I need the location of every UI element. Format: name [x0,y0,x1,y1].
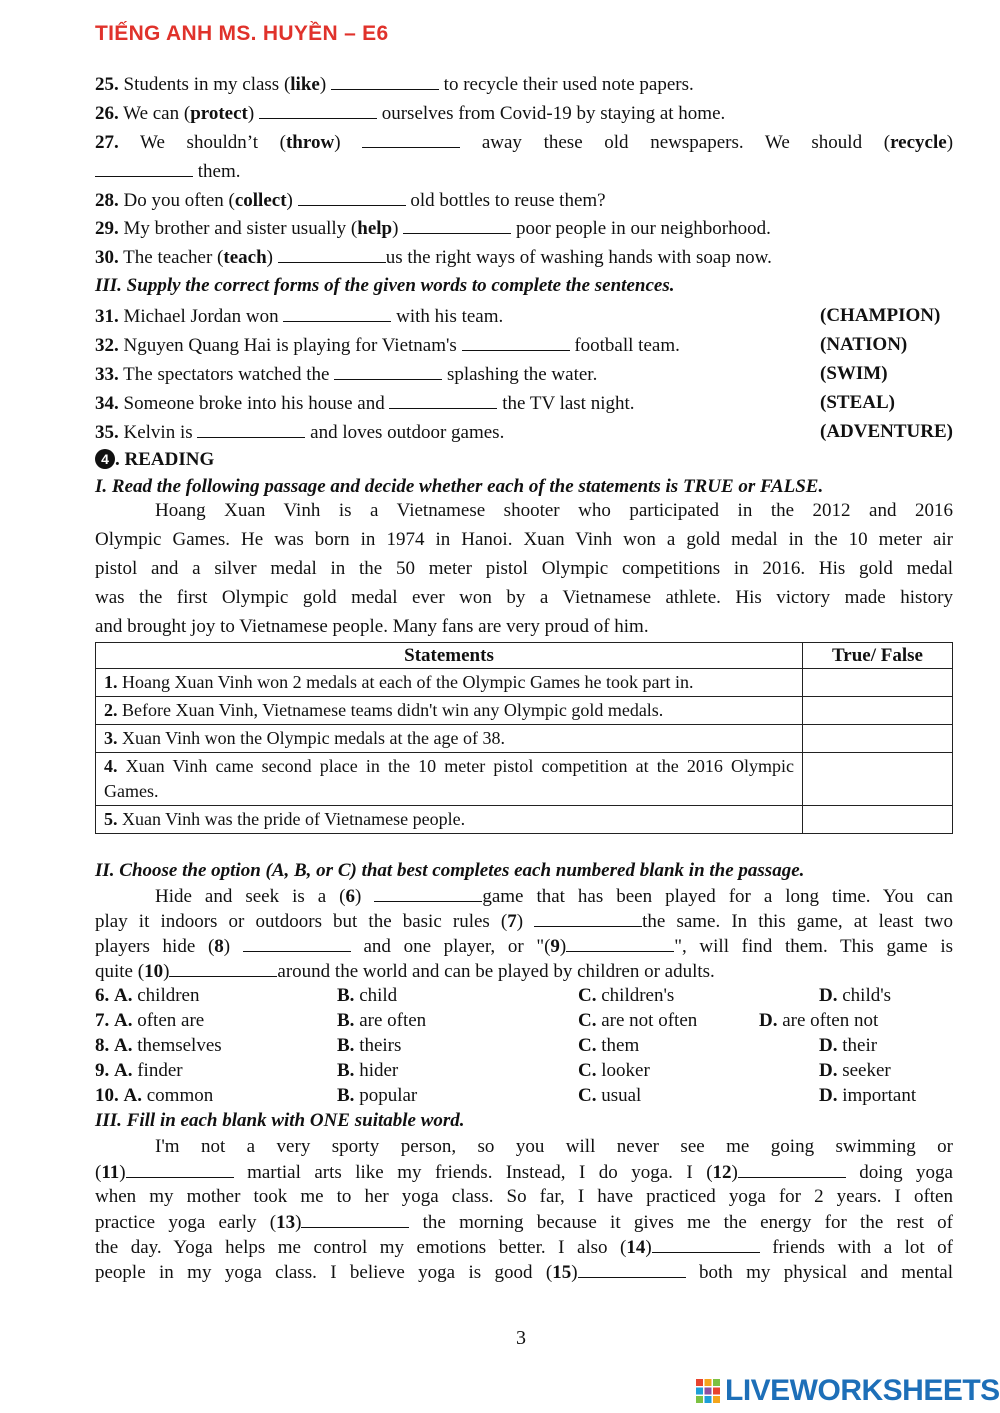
hint-34: (STEAL) [820,392,895,413]
option-b[interactable]: B. theirs [337,1035,402,1056]
answer-cell[interactable] [803,697,953,725]
question-30: 30. The teacher (teach) us the right ways of washing hands with soap now. [95,244,953,271]
option-c[interactable]: C. looker [578,1060,650,1081]
question-33: 33. The spectators watched the splashing the water. [95,361,953,388]
option-a[interactable]: 10. A. common [95,1085,214,1106]
answer-cell[interactable] [803,753,953,806]
answer-blank[interactable] [334,361,442,380]
worksheet-header: TIẾNG ANH MS. HUYỀN – E6 [95,22,389,45]
reading-heading: 4 . READING [95,447,953,473]
hint-35: (ADVENTURE) [820,421,953,442]
statements-header: Statements [96,643,803,669]
answer-blank[interactable] [259,100,377,119]
table-row: 2. Before Xuan Vinh, Vietnamese teams didn't win any Olympic gold medals. [96,697,953,725]
answer-blank[interactable] [374,883,482,902]
passage-line-1: Hoang Xuan Vinh is a Vietnamese shooter who participated in the 2012 and 2016 [155,500,953,521]
question-27: 27. We shouldn’t (throw) away these old newspapers. We should (recycle) [95,129,953,156]
option-d[interactable]: D. their [819,1035,878,1056]
answer-cell[interactable] [803,669,953,697]
liveworksheets-icon [695,1378,721,1404]
option-c[interactable]: C. them [578,1035,640,1056]
answer-blank[interactable] [197,419,305,438]
question-28: 28. Do you often (collect) old bottles to reuse them? [95,187,953,214]
option-d[interactable]: D. seeker [819,1060,891,1081]
true-false-table [95,642,953,834]
option-b[interactable]: B. popular [337,1085,418,1106]
answer-cell[interactable] [803,806,953,834]
option-a[interactable]: 8. A. themselves [95,1035,222,1056]
question-26: 26. We can (protect) ourselves from Covid-19 by staying at home. [95,100,953,127]
answer-blank[interactable] [389,390,497,409]
options-row-9 [95,1058,965,1083]
passage-line-3: pistol and a silver medal in the 50 meter pistol Olympic competitions in 2016. His gold medal [95,558,953,579]
answer-blank[interactable] [126,1159,234,1178]
question-29: 29. My brother and sister usually (help) poor people in our neighborhood. [95,215,953,242]
cloze-line-3: players hide (8) and one player, or "(9) ", will find them. This game is [95,933,953,960]
answer-blank[interactable] [462,332,570,351]
option-a[interactable]: 6. A. children [95,985,200,1006]
question-25: 25. Students in my class (like) to recycle their used note papers. [95,71,953,98]
answer-blank[interactable] [278,244,386,263]
passage-line-2: Olympic Games. He was born in 1974 in Hanoi. Xuan Vinh won a gold medal in the 10 meter air [95,529,953,550]
cloze-line-4: quite (10) around the world and can be played by children or adults. [95,958,953,985]
table-row: 5. Xuan Vinh was the pride of Vietnamese people. [96,806,953,834]
answer-blank[interactable] [578,1259,686,1278]
section-3-title: III. Supply the correct forms of the given words to complete the sentences. [95,275,675,296]
number-4-icon: 4 [95,449,115,469]
table-row: 3. Xuan Vinh won the Olympic medals at the age of 38. [96,725,953,753]
options-row-7 [95,1008,965,1033]
option-d[interactable]: D. important [819,1085,917,1106]
option-d[interactable]: D. child's [819,985,892,1006]
answer-blank[interactable] [283,303,391,322]
page-number: 3 [516,1327,526,1349]
option-b[interactable]: B. hider [337,1060,399,1081]
answer-cell[interactable] [803,725,953,753]
passage-line-5: and brought joy to Vietnamese people. Many fans are very proud of him. [95,616,649,637]
answer-blank[interactable] [243,933,351,952]
answer-blank[interactable] [403,215,511,234]
question-34: 34. Someone broke into his house and the TV last night. [95,390,953,417]
cloze-line-2: play it indoors or outdoors but the basic rules (7) the same. In this game, at least two [95,908,953,935]
option-c[interactable]: C. usual [578,1085,642,1106]
option-b[interactable]: B. are often [337,1010,427,1031]
question-32: 32. Nguyen Quang Hai is playing for Vietnam's football team. [95,332,953,359]
answer-blank[interactable] [169,958,277,977]
liveworksheets-logo[interactable]: LIVEWORKSHEETS [695,1374,1000,1408]
answer-blank[interactable] [534,908,642,927]
reading-part-2-title: II. Choose the option (A, B, or C) that best completes each numbered blank in the passage. [95,860,805,881]
fill-line-6: people in my yoga class. I believe yoga is good (15) both my physical and mental [95,1259,953,1286]
options-row-6 [95,983,965,1008]
option-a[interactable]: 7. A. often are [95,1010,205,1031]
reading-part-1-title: I. Read the following passage and decide whether each of the statements is TRUE or FALSE. [95,476,824,497]
option-b[interactable]: B. child [337,985,398,1006]
fill-line-1: I'm not a very sporty person, so you will never see me going swimming or [155,1136,953,1157]
options-row-8 [95,1033,965,1058]
answer-blank[interactable] [566,933,674,952]
answer-blank[interactable] [298,187,406,206]
fill-line-5: the day. Yoga helps me control my emotions better. I also (14) friends with a lot of [95,1234,953,1261]
answer-blank[interactable] [331,71,439,90]
question-31: 31. Michael Jordan won with his team. [95,303,953,330]
fill-line-2: (11) martial arts like my friends. Instead, I do yoga. I (12) doing yoga [95,1159,953,1186]
hint-33: (SWIM) [820,363,888,384]
option-a[interactable]: 9. A. finder [95,1060,183,1081]
hint-31: (CHAMPION) [820,305,941,326]
answer-blank[interactable] [301,1209,409,1228]
question-27-cont: them. [95,158,953,185]
fill-line-4: practice yoga early (13) the morning because it gives me the energy for the rest of [95,1209,953,1236]
answer-blank[interactable] [362,129,460,148]
answer-blank[interactable] [652,1234,760,1253]
answer-blank[interactable] [95,158,193,177]
true-false-header: True/ False [803,643,953,669]
reading-part-3-title: III. Fill in each blank with ONE suitable word. [95,1110,465,1131]
hint-32: (NATION) [820,334,908,355]
passage-line-4: was the first Olympic gold medal ever won by a Vietnamese athlete. His victory made history [95,587,953,608]
options-row-10 [95,1083,965,1108]
answer-blank[interactable] [738,1159,846,1178]
table-row: 4. Xuan Vinh came second place in the 10 meter pistol competition at the 2016 Olympic Games. [96,753,953,806]
option-c[interactable]: C. children's [578,985,675,1006]
question-35: 35. Kelvin is and loves outdoor games. [95,419,953,446]
cloze-line-1: Hide and seek is a (6) game that has been played for a long time. You can [155,883,953,910]
table-row: 1. Hoang Xuan Vinh won 2 medals at each of the Olympic Games he took part in. [96,669,953,697]
fill-line-3: when my mother took me to her yoga class. So far, I have practiced yoga for 2 years. I often [95,1186,953,1207]
option-c[interactable]: C. are not often [578,1010,698,1031]
option-d[interactable]: D. are often not [759,1010,879,1031]
